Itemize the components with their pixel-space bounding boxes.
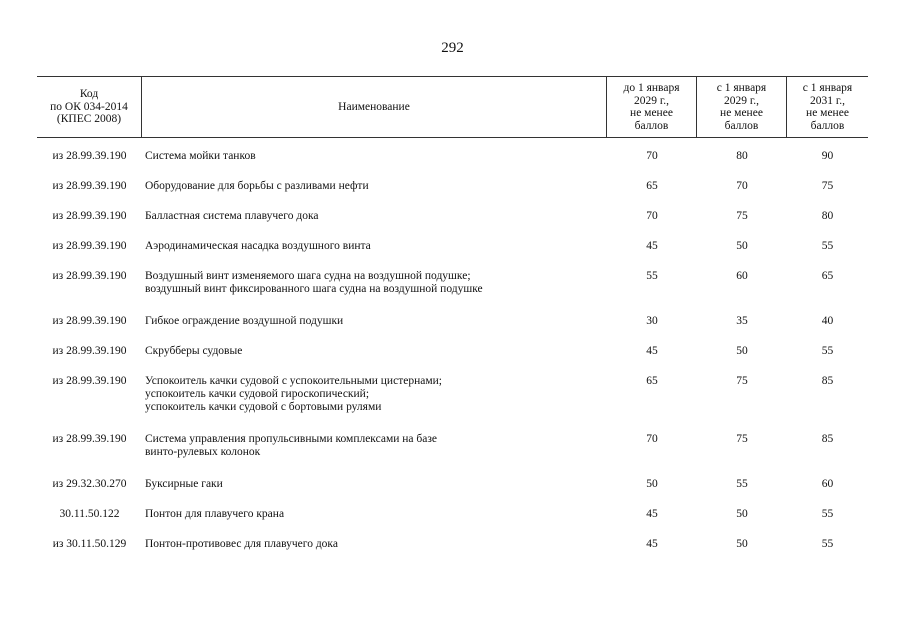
table-row — [37, 150, 868, 180]
row-value: 60 — [736, 270, 748, 282]
header-col-2029-from: с 1 января 2029 г., не менее баллов — [697, 77, 787, 137]
table-row — [37, 538, 868, 568]
row-name: Скрубберы судовые — [145, 345, 243, 357]
row-value: 85 — [821, 375, 834, 387]
row-value: 35 — [736, 315, 748, 327]
row-value: 55 — [821, 345, 834, 357]
header-col-2029-before: до 1 января 2029 г., не менее баллов — [607, 77, 697, 137]
table-row — [37, 375, 868, 433]
row-value: 50 — [736, 538, 748, 550]
row-code: 30.11.50.122 — [59, 508, 120, 520]
table-body — [37, 150, 868, 568]
row-value: 60 — [821, 478, 834, 490]
row-code: из 28.99.39.190 — [52, 375, 127, 387]
row-value: 65 — [646, 375, 658, 387]
row-value: 30 — [646, 315, 658, 327]
row-code: из 29.32.30.270 — [52, 478, 127, 490]
header-name: Наименование — [142, 77, 607, 137]
row-name: Оборудование для борьбы с разливами нефти — [145, 180, 369, 192]
row-code: из 28.99.39.190 — [52, 433, 127, 445]
row-code: из 28.99.39.190 — [52, 270, 127, 282]
row-value: 85 — [821, 433, 834, 445]
row-value: 55 — [821, 538, 834, 550]
row-name: Система управления пропульсивными комплексами на базе винто-рулевых колонок — [145, 433, 438, 458]
row-value: 55 — [821, 240, 834, 252]
row-value: 65 — [821, 270, 834, 282]
row-code: из 28.99.39.190 — [52, 240, 127, 252]
table-row — [37, 270, 868, 315]
table-row — [37, 240, 868, 270]
row-value: 75 — [736, 375, 748, 387]
row-value: 55 — [736, 478, 748, 490]
row-value: 50 — [736, 345, 748, 357]
row-value: 80 — [736, 150, 748, 162]
row-name: Система мойки танков — [145, 150, 256, 162]
row-value: 75 — [736, 433, 748, 445]
row-name: Аэродинамическая насадка воздушного винта — [145, 240, 371, 252]
row-value: 45 — [646, 508, 658, 520]
row-value: 70 — [736, 180, 748, 192]
row-value: 80 — [821, 210, 834, 222]
row-code: из 30.11.50.129 — [52, 538, 127, 550]
row-value: 55 — [646, 270, 658, 282]
row-code: из 28.99.39.190 — [52, 180, 127, 192]
table-row — [37, 433, 868, 478]
row-code: из 28.99.39.190 — [52, 210, 127, 222]
table-row — [37, 478, 868, 508]
row-value: 45 — [646, 345, 658, 357]
row-value: 65 — [646, 180, 658, 192]
row-value: 75 — [736, 210, 748, 222]
row-name: Понтон для плавучего крана — [145, 508, 285, 520]
row-code: из 28.99.39.190 — [52, 315, 127, 327]
row-value: 50 — [736, 240, 748, 252]
row-name: Буксирные гаки — [145, 478, 223, 490]
row-value: 70 — [646, 150, 658, 162]
page-number: 292 — [441, 40, 464, 56]
row-value: 45 — [646, 538, 658, 550]
row-name: Воздушный винт изменяемого шага судна на воздушной подушке; воздушный винт фиксированного шага судна на воздушной подушке — [145, 270, 483, 295]
row-value: 45 — [646, 240, 658, 252]
header-col-2031-from: с 1 января 2031 г., не менее баллов — [802, 82, 853, 132]
table-row — [37, 210, 868, 240]
row-name: Понтон-противовес для плавучего дока — [145, 538, 338, 550]
row-name: Успокоитель качки судовой с успокоительными цистернами; успокоитель качки судовой гироскопический; успокоитель качки судовой с бортовыми рулями — [145, 375, 442, 413]
row-name: Балластная система плавучего дока — [145, 210, 319, 222]
row-value: 70 — [646, 433, 658, 445]
row-code: из 28.99.39.190 — [52, 150, 127, 162]
row-value: 40 — [821, 315, 834, 327]
row-name: Гибкое ограждение воздушной подушки — [145, 315, 344, 327]
row-value: 90 — [821, 150, 834, 162]
row-value: 70 — [646, 210, 658, 222]
table-row — [37, 315, 868, 345]
table-row — [37, 345, 868, 375]
row-value: 75 — [821, 180, 834, 192]
row-value: 55 — [821, 508, 834, 520]
table-row — [37, 180, 868, 210]
table-header — [37, 76, 868, 138]
row-value: 50 — [646, 478, 658, 490]
row-value: 50 — [736, 508, 748, 520]
row-code: из 28.99.39.190 — [52, 345, 127, 357]
header-code: Код по ОК 034-2014 (КПЕС 2008) — [37, 77, 142, 137]
table-row — [37, 508, 868, 538]
